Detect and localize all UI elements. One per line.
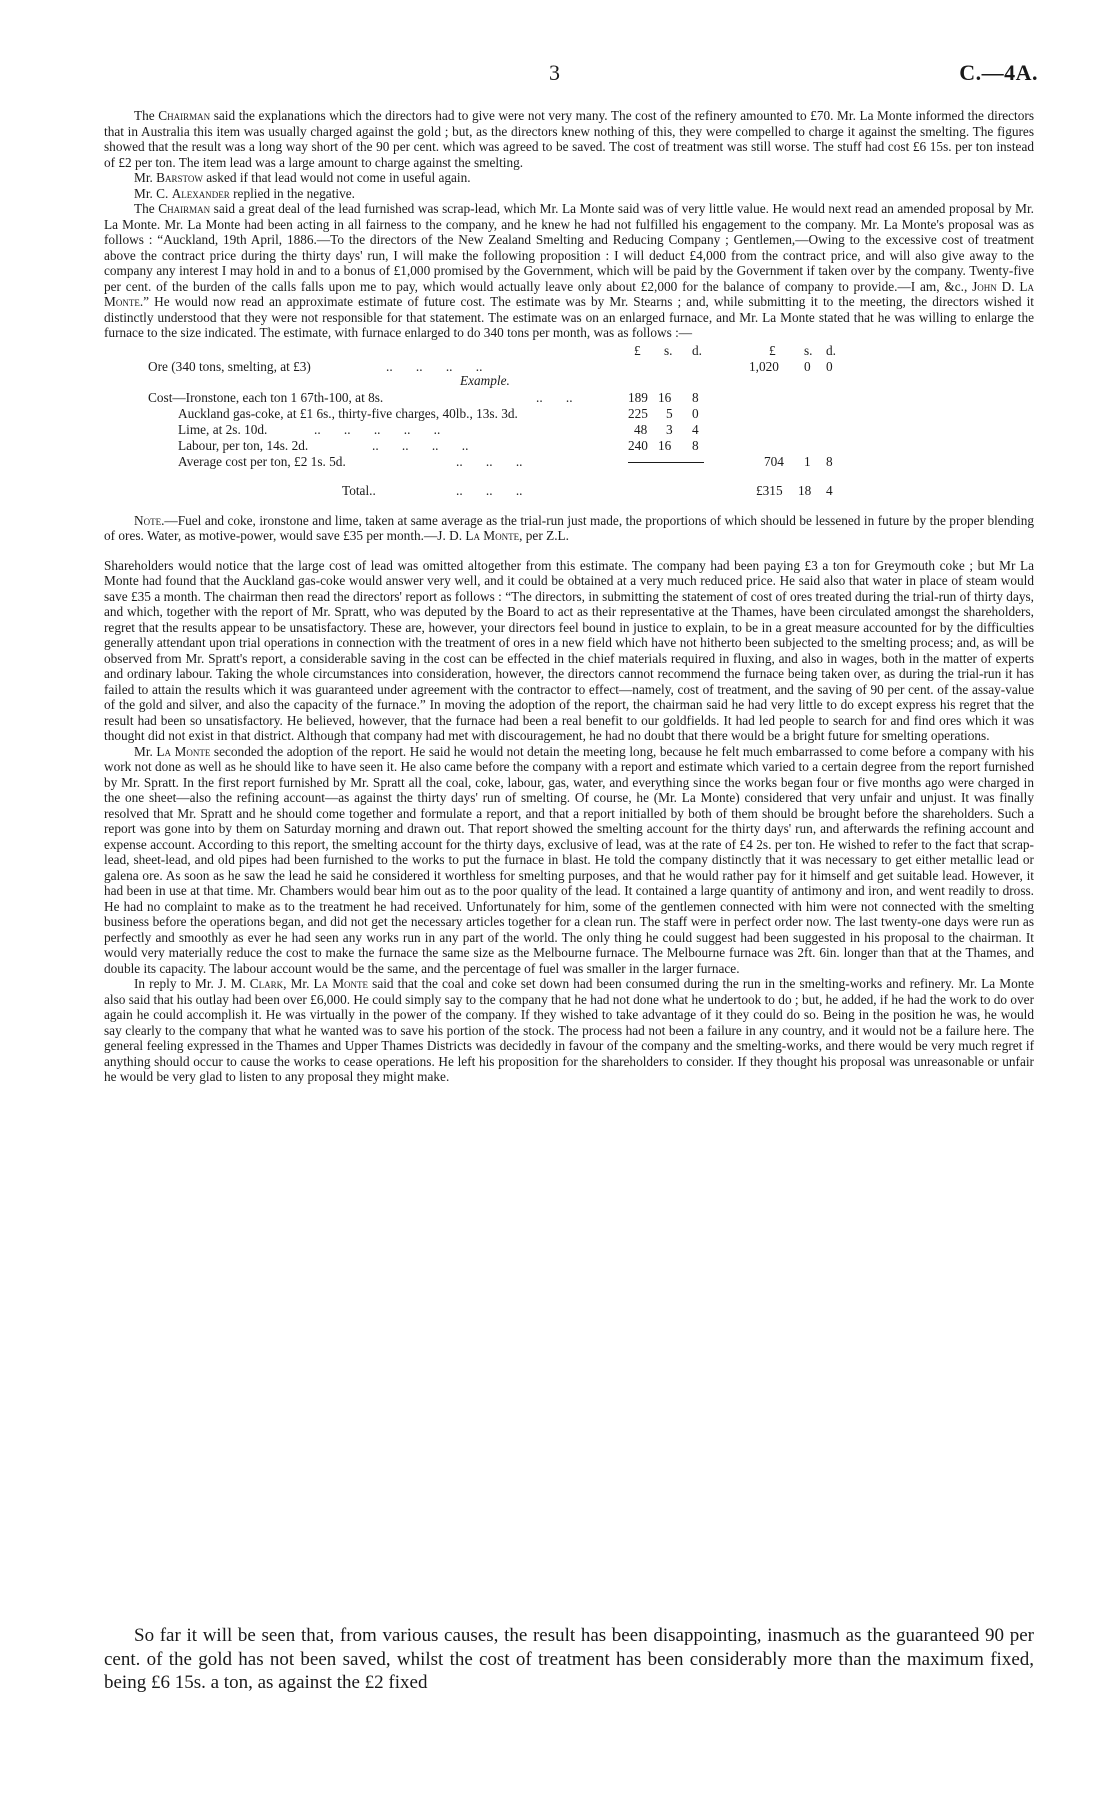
col-header-pounds-2: £ (769, 342, 776, 358)
cost-item-labour-pounds: 240 (628, 437, 648, 453)
cost-item-labour-label: Labour, per ton, 14s. 2d. (178, 437, 309, 453)
closing-summary (104, 1624, 1034, 1695)
grand-total-pounds: £315 (756, 482, 783, 498)
paragraph-chairman-explanations: The Chairman said the explanations which the directors had to give were not very many. The cost of the refinery amounted to £70. Mr. La Monte informed the directors that in Australia this item was usually charged against the gold ; but, as the directors knew nothing of this, they were compelled to charge it against the smelting. The figures showed that the result was a long way short of the 90 per cent. which was agreed to be saved. The cost of treatment was still worse. The stuff had cost £6 15s. per ton instead of £2 per ton. The item lead was a large amount to charge against the smelting. (104, 108, 1034, 170)
cost-item-gas-coke-shillings: 5 (666, 405, 673, 421)
ore-row-label: Ore (340 tons, smelting, at £3) (148, 358, 311, 374)
col-header-shillings-1: s. (664, 342, 673, 358)
cost-item-gas-coke-label: Auckland gas-coke, at £1 6s., thirty-five charges, 40lb., 13s. 3d. (178, 405, 518, 421)
paragraph-la-monte-seconded: Mr. La Monte seconded the adoption of the report. He said he would not detain the meeting long, because he felt much embarrassed to come before a company with his work not done as well as he should like to have seen it. He also came before the company with a report and estimate which varied to a certain degree from the report furnished by Mr. Spratt. In the first report furnished by Mr. Spratt all the coal, coke, labour, gas, water, and everything since the works began four or five months ago were charged in the one sheet—also the refining account—as against the thirty days' run of smelting. Of course, he (Mr. La Monte) considered that very unfair and unjust. It was finally resolved that Mr. Spratt and he should come together and formulate a report, and that a report initialled by both of them should be brought before the shareholders. Such a report was gone into by them on Saturday morning and drawn out. That report showed the smelting account for the thirty days' run, and afterwards the refining account and expense account. According to this report, the smelting account for the thirty days, exclusive of lead, was at the rate of £4 2s. per ton. He wished to refer to the fact that scrap-lead, sheet-lead, and old pipes had been furnished to the works to put the furnace in blast. He told the company distinctly that it was necessary to get either metallic lead or galena ore. As soon as he saw the lead he said he considered it worthless for smelting purposes, and that he would rather pay for it himself and get suitable lead. However, it had been in use at that time. Mr. Chambers would bear him out as to the poor quality of the lead. It contained a large quantity of antimony and iron, and went readily to dross. He had no complaint to make as to the treatment he had received. Unfortunately for him, some of the gentlemen connected with him were not connected with the smelting business before the operations began, and did not get the necessary articles together for a clean run. The staff were in perfect order now. The last twenty-one days were run as perfectly and smoothly as ever he had seen any works run in any part of the world. The only thing he could suggest had been suggested in his proposal to the chairman. It would very materially reduce the cost to make the furnace the same size as the Melbourne furnace. The Melbourne furnace was 2ft. 6in. longer than that at the Thames, and double its capacity. The labour account would be the same, and the percentage of fuel was smaller in the larger furnace. (104, 743, 1035, 976)
cost-item-lime-shillings: 3 (666, 421, 673, 437)
cost-item-lime-label: Lime, at 2s. 10d. (178, 421, 268, 437)
cost-item-gas-coke-pence: 0 (692, 405, 699, 421)
paragraph-alexander: Mr. C. Alexander replied in the negative. (134, 185, 355, 201)
cost-total-pounds: 704 (764, 453, 784, 469)
cost-item-average-dots: .. .. .. (456, 453, 523, 469)
grand-total-pence: 4 (826, 482, 833, 498)
cost-item-labour-pence: 8 (692, 437, 699, 453)
cost-item-ironstone-label: Cost—Ironstone, each ton 1 67th-100, at 8s. (148, 389, 384, 405)
cost-item-ironstone-pence: 8 (692, 389, 699, 405)
example-label: Example. (460, 372, 510, 388)
cost-item-average-label: Average cost per ton, £2 1s. 5d. (178, 453, 346, 469)
ore-total-pounds: 1,020 (749, 358, 779, 374)
col-header-pence-1: d. (692, 342, 702, 358)
cost-item-lime-pounds: 48 (634, 421, 648, 437)
page-number: 3 (549, 60, 560, 85)
cost-item-lime-dots: .. .. .. .. .. (314, 421, 441, 437)
document-reference: C.—4A. (959, 60, 1038, 85)
page-header (0, 60, 1114, 90)
ore-total-pence: 0 (826, 358, 833, 374)
cost-item-ironstone-dots: .. .. (536, 389, 573, 405)
col-header-pounds-1: £ (634, 342, 641, 358)
cost-item-labour-dots: .. .. .. .. (372, 437, 469, 453)
ore-row-dots: .. .. .. .. (386, 358, 483, 374)
paragraph-barstow: Mr. Barstow asked if that lead would not come in useful again. (134, 170, 471, 185)
paragraph-directors-report: Shareholders would notice that the large cost of lead was omitted altogether from this estimate. The company had been paying £3 a ton for Greymouth coke ; but Mr La Monte had found that the Auckland gas-coke would answer very well, and it could be obtained at a very much reduced price. He said also that water in place of steam would save £35 a month. The chairman then read the directors' report as follows : “The directors, in submitting the statement of cost of ores treated during the trial-run of thirty days, and which, together with the report of Mr. Spratt, who was deputed by the Board to act as their representative at the Thames, have been circulated amongst the shareholders, regret that the results appear to be unsatisfactory. These are, however, your directors feel bound in justice to explain, to be in a great measure accounted for by the difficulties generally attendant upon trial operations in connection with the treatment of ores in a new field which have not hitherto been subjected to the smelting process; and, as will be observed from Mr. Spratt's report, a considerable saving in the cost can be effected in the chief materials required in fluxing, and also in wages, both in the matter of experts and ordinary labour. Taking the whole circumstances into consideration, however, the directors cannot recommend the furnace being taken over, as during the trial-run it has failed to attain the results which it was guaranteed under agreement with the contractor to effect—namely, cost of treatment, and the saving of 90 per cent. of the assay-value of the gold and silver, and also the capacity of the furnace.” In moving the adoption of the report, the chairman said he had very little to do except express his regret that the result had been so unsatisfactory. He believed, however, that the furnace had been a real benefit to our goldfields. It had led people to search for and find ores which it was thought did not exist in that district. Although that company had met with discouragement, he had no doubt that there would be a bright future for smelting operations. (104, 557, 1034, 743)
cost-total-pence: 8 (826, 453, 833, 469)
ore-total-shillings: 0 (804, 358, 811, 374)
cost-item-lime-pence: 4 (692, 421, 699, 437)
col-header-shillings-2: s. (804, 342, 813, 358)
total-dots: .. .. .. (456, 482, 523, 498)
paragraph-la-monte-proposal: The Chairman said a great deal of the lead furnished was scrap-lead, which Mr. La Monte said was of very little value. He would next read an amended proposal by Mr. La Monte. Mr. La Monte had been acting in all fairness to the company, and he knew he had not fulfilled his engagement to the company. Mr. La Monte's proposal was as follows : “Auckland, 19th April, 1886.—To the directors of the New Zealand Smelting and Reducing Company ; Gentlemen,—Owing to the excessive cost of treatment above the contract price during the thirty days' run, I will make the following proposition : I will deduct £4,000 from the contract price, and will also give away to the company any interest I may hold in and to a bonus of £1,000 promised by the Government, which will be paid by the Government if taken over by the company. Twenty-five per cent. of the burden of the calls falls upon me to pay, which would actually leave only about £2,000 for the balance of company to provide.—I am, &c., John D. La Monte.” He would now read an approximate estimate of future cost. The estimate was by Mr. Stearns ; and, while submitting it to the meeting, the directors wished it distinctly understood that they were not responsible for that statement. The estimate was on an enlarged furnace, and Mr. La Monte stated that he was willing to enlarge the furnace to the size indicated. The estimate, with furnace enlarged to do 340 tons per month, was as follows :— (104, 201, 1034, 340)
total-label: Total.. (342, 482, 376, 498)
paragraph-reply-to-clark: In reply to Mr. J. M. Clark, Mr. La Monte said that the coal and coke set down had been consumed during the run in the smelting-works and refinery. Mr. La Monte also said that his outlay had been over £6,000. He could simply say to the company that he had not done what he undertook to do ; but, he added, if he had the work to do over again he could accomplish it. He was virtually in the power of the company. If they wished to take advantage of it they could do so. Being in the position he was, he would say clearly to the company that what he wanted was to save his portion of the stock. The process had not been a failure in any country, and it would not be a failure here. The general feeling expressed in the Thames and Upper Thames Districts was decidedly in favour of the company and the smelting-works, and there would be very much regret if anything should occur to cause the works to cease operations. He left his proposition for the shareholders to consider. If they thought his proposal was unreasonable or unfair he would be very glad to listen to any proposal they might make. (104, 976, 1034, 1084)
cost-item-ironstone-shillings: 16 (658, 389, 672, 405)
cost-estimate-table (104, 343, 1034, 509)
cost-item-ironstone-pounds: 189 (628, 389, 648, 405)
subtotal-rule (628, 462, 704, 463)
cost-item-gas-coke-pounds: 225 (628, 405, 648, 421)
cost-total-shillings: 1 (804, 453, 811, 469)
meeting-report (104, 108, 1034, 1085)
col-header-pence-2: d. (826, 342, 836, 358)
cost-item-labour-shillings: 16 (658, 437, 672, 453)
paragraph-closing: So far it will be seen that, from various causes, the result has been disappointing, inasmuch as the guaranteed 90 per cent. of the gold has not been saved, whilst the cost of treatment has been considerably more than the maximum fixed, being £6 15s. a ton, as against the £2 fixed (104, 1625, 1034, 1693)
grand-total-shillings: 18 (798, 482, 812, 498)
estimate-note: Note.—Fuel and coke, ironstone and lime, taken at same average as the trial-run just made, the proportions of which should be lessened in future by the proper blending of ores. Water, as motive-power, would save £35 per month.—J. D. La Monte, per Z.L. (104, 512, 1034, 543)
